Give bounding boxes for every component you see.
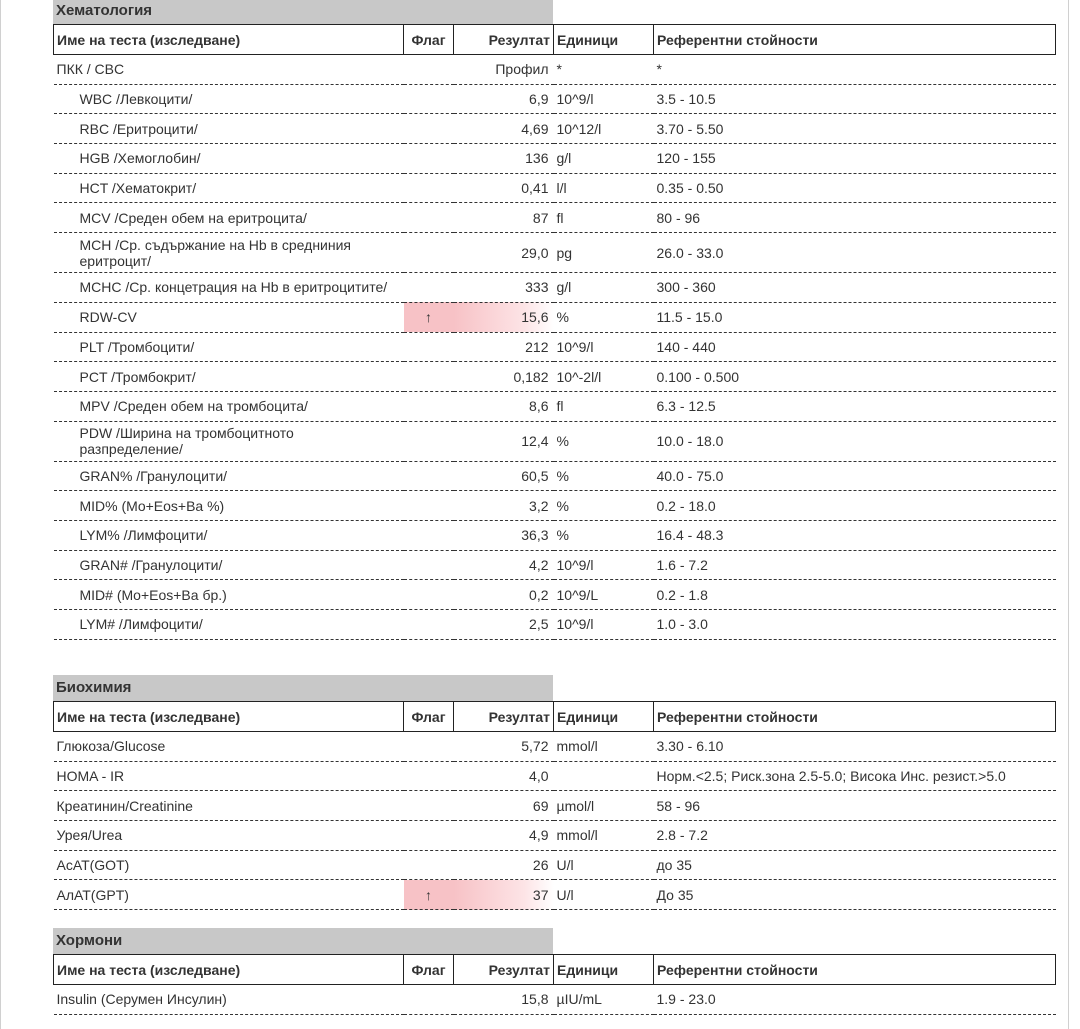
reference-range: 6.3 - 12.5	[654, 391, 1056, 421]
unit-value: fl	[554, 203, 654, 233]
flag-cell	[404, 761, 454, 791]
unit-value: %	[554, 520, 654, 550]
result-value: 0,182	[454, 362, 554, 392]
test-name: GRAN# /Гранулоцити/	[54, 550, 404, 580]
result-value: 15,8	[454, 985, 554, 1015]
test-name: PCT /Тромбокрит/	[54, 362, 404, 392]
reference-range: 140 - 440	[654, 332, 1056, 362]
unit-value: mmol/l	[554, 732, 654, 762]
test-name: PDW /Ширина на тромбоцитното разпределение/	[54, 421, 404, 461]
result-value: 36,3	[454, 520, 554, 550]
test-name: WBC /Левкоцити/	[54, 84, 404, 114]
right-border	[1068, 0, 1069, 1029]
column-header-units: Единици	[554, 702, 654, 732]
unit-value: g/l	[554, 144, 654, 174]
table-row	[54, 880, 1056, 910]
reference-range: 58 - 96	[654, 791, 1056, 821]
reference-range: *	[654, 55, 1056, 85]
table-row	[54, 791, 1056, 821]
result-value: 212	[454, 332, 554, 362]
result-value: 60,5	[454, 461, 554, 491]
result-value: 6,9	[454, 84, 554, 114]
unit-value: l/l	[554, 173, 654, 203]
unit-value: %	[554, 421, 654, 461]
table-row	[54, 273, 1056, 303]
reference-range: 0.2 - 1.8	[654, 580, 1056, 610]
flag-cell	[404, 362, 454, 392]
column-header-name: Име на теста (изследване)	[54, 25, 404, 55]
unit-value: 10^12/l	[554, 114, 654, 144]
flag-cell	[404, 985, 454, 1015]
unit-value: mmol/l	[554, 821, 654, 851]
unit-value: U/l	[554, 850, 654, 880]
reference-range: 3.30 - 6.10	[654, 732, 1056, 762]
table-row	[54, 114, 1056, 144]
result-value: 4,69	[454, 114, 554, 144]
test-name: Креатинин/Creatinine	[54, 791, 404, 821]
column-header-result: Резултат	[454, 955, 554, 985]
column-header-name: Име на теста (изследване)	[54, 702, 404, 732]
reference-range: 300 - 360	[654, 273, 1056, 303]
column-header-result: Резултат	[454, 702, 554, 732]
test-name: Глюкоза/Glucose	[54, 732, 404, 762]
result-value: 69	[454, 791, 554, 821]
column-header-reference: Референтни стойности	[654, 25, 1056, 55]
test-name: LYM% /Лимфоцити/	[54, 520, 404, 550]
results-table	[53, 954, 1056, 1015]
result-value: 0,41	[454, 173, 554, 203]
table-row	[54, 985, 1056, 1015]
column-header-flag: Флаг	[404, 955, 454, 985]
result-value: 4,0	[454, 761, 554, 791]
flag-cell	[404, 173, 454, 203]
test-name: АлАТ(GPT)	[54, 880, 404, 910]
reference-range: 26.0 - 33.0	[654, 233, 1056, 273]
header-row	[54, 702, 1056, 732]
reference-range: 2.8 - 7.2	[654, 821, 1056, 851]
table-row	[54, 233, 1056, 273]
section-hormones	[53, 928, 1055, 1015]
flag-cell	[404, 391, 454, 421]
unit-value: 10^9/l	[554, 84, 654, 114]
reference-range: До 35	[654, 880, 1056, 910]
result-value: 12,4	[454, 421, 554, 461]
flag-cell	[404, 550, 454, 580]
unit-value: 10^9/L	[554, 580, 654, 610]
test-name: MCH /Ср. съдържание на Hb в средниния еритроцит/	[54, 233, 404, 273]
table-row	[54, 821, 1056, 851]
flag-high-icon: ↑	[404, 880, 454, 910]
result-value: 0,2	[454, 580, 554, 610]
results-table	[53, 701, 1056, 910]
column-header-result: Резултат	[454, 25, 554, 55]
unit-value: %	[554, 302, 654, 332]
unit-value: 10^9/l	[554, 610, 654, 640]
test-name: MCV /Среден обем на еритроцита/	[54, 203, 404, 233]
column-header-reference: Референтни стойности	[654, 702, 1056, 732]
unit-value: fl	[554, 391, 654, 421]
table-row	[54, 550, 1056, 580]
test-name: RBC /Еритроцити/	[54, 114, 404, 144]
flag-cell	[404, 84, 454, 114]
test-name: RDW-CV	[54, 302, 404, 332]
result-value: 26	[454, 850, 554, 880]
flag-cell	[404, 610, 454, 640]
result-value: 4,9	[454, 821, 554, 851]
flag-cell	[404, 332, 454, 362]
test-name: HOMA - IR	[54, 761, 404, 791]
test-name: MID% (Mo+Eos+Ba %)	[54, 491, 404, 521]
result-value: 29,0	[454, 233, 554, 273]
unit-value: 10^9/l	[554, 550, 654, 580]
test-name: АсАТ(GOT)	[54, 850, 404, 880]
table-row	[54, 332, 1056, 362]
unit-value: 10^-2l/l	[554, 362, 654, 392]
table-row	[54, 55, 1056, 85]
result-value: Профил	[454, 55, 554, 85]
unit-value: *	[554, 55, 654, 85]
flag-cell	[404, 114, 454, 144]
result-value: 15,6	[454, 302, 554, 332]
unit-value: %	[554, 461, 654, 491]
section-hematology	[53, 0, 1055, 640]
reference-range: 120 - 155	[654, 144, 1056, 174]
flag-high-icon: ↑	[404, 302, 454, 332]
unit-value: g/l	[554, 273, 654, 303]
unit-value	[554, 761, 654, 791]
result-value: 2,5	[454, 610, 554, 640]
test-name: PLT /Тромбоцити/	[54, 332, 404, 362]
test-name: LYM# /Лимфоцити/	[54, 610, 404, 640]
table-row	[54, 203, 1056, 233]
table-row	[54, 491, 1056, 521]
result-value: 136	[454, 144, 554, 174]
result-value: 333	[454, 273, 554, 303]
flag-cell	[404, 421, 454, 461]
reference-range: 10.0 - 18.0	[654, 421, 1056, 461]
unit-value: pg	[554, 233, 654, 273]
flag-cell	[404, 732, 454, 762]
reference-range: 0.35 - 0.50	[654, 173, 1056, 203]
flag-cell	[404, 580, 454, 610]
test-name: HCT /Хематокрит/	[54, 173, 404, 203]
test-name: Insulin (Серумен Инсулин)	[54, 985, 404, 1015]
table-row	[54, 761, 1056, 791]
column-header-flag: Флаг	[404, 702, 454, 732]
flag-cell	[404, 273, 454, 303]
flag-cell	[404, 491, 454, 521]
table-row	[54, 362, 1056, 392]
reference-range: 80 - 96	[654, 203, 1056, 233]
column-header-reference: Референтни стойности	[654, 955, 1056, 985]
reference-range: 1.0 - 3.0	[654, 610, 1056, 640]
table-row	[54, 173, 1056, 203]
flag-cell	[404, 461, 454, 491]
test-name: ПКК / CBC	[54, 55, 404, 85]
result-value: 3,2	[454, 491, 554, 521]
section-title: Хормони	[53, 928, 553, 954]
reference-range: Норм.<2.5; Риск.зона 2.5-5.0; Висока Инс. резист.>5.0	[654, 761, 1056, 791]
reference-range: 1.9 - 23.0	[654, 985, 1056, 1015]
table-row	[54, 610, 1056, 640]
test-name: MID# (Mo+Eos+Ba бр.)	[54, 580, 404, 610]
reference-range: 16.4 - 48.3	[654, 520, 1056, 550]
table-row	[54, 84, 1056, 114]
section-title: Хематология	[53, 0, 553, 24]
reference-range: 40.0 - 75.0	[654, 461, 1056, 491]
section-biochemistry	[53, 675, 1055, 910]
unit-value: U/l	[554, 880, 654, 910]
flag-cell	[404, 520, 454, 550]
test-name: HGB /Хемоглобин/	[54, 144, 404, 174]
flag-cell	[404, 233, 454, 273]
unit-value: µIU/mL	[554, 985, 654, 1015]
table-row	[54, 391, 1056, 421]
result-value: 87	[454, 203, 554, 233]
unit-value: 10^9/l	[554, 332, 654, 362]
result-value: 37	[454, 880, 554, 910]
flag-cell	[404, 55, 454, 85]
table-row	[54, 580, 1056, 610]
test-name: Урея/Urea	[54, 821, 404, 851]
table-row	[54, 520, 1056, 550]
flag-cell	[404, 821, 454, 851]
reference-range: 3.70 - 5.50	[654, 114, 1056, 144]
flag-cell	[404, 791, 454, 821]
test-name: GRAN% /Гранулоцити/	[54, 461, 404, 491]
column-header-name: Име на теста (изследване)	[54, 955, 404, 985]
header-row	[54, 25, 1056, 55]
table-row	[54, 850, 1056, 880]
section-title: Биохимия	[53, 675, 553, 701]
column-header-units: Единици	[554, 25, 654, 55]
result-value: 5,72	[454, 732, 554, 762]
unit-value: %	[554, 491, 654, 521]
reference-range: 0.100 - 0.500	[654, 362, 1056, 392]
reference-range: 1.6 - 7.2	[654, 550, 1056, 580]
flag-cell	[404, 144, 454, 174]
column-header-flag: Флаг	[404, 25, 454, 55]
test-name: MPV /Среден обем на тромбоцита/	[54, 391, 404, 421]
table-row	[54, 732, 1056, 762]
table-row	[54, 421, 1056, 461]
test-name: MCHC /Ср. концетрация на Hb в еритроцитите/	[54, 273, 404, 303]
flag-cell	[404, 850, 454, 880]
table-row	[54, 144, 1056, 174]
reference-range: до 35	[654, 850, 1056, 880]
reference-range: 0.2 - 18.0	[654, 491, 1056, 521]
results-table	[53, 24, 1056, 640]
left-border	[0, 0, 1, 1029]
table-row	[54, 302, 1056, 332]
table-row	[54, 461, 1056, 491]
result-value: 4,2	[454, 550, 554, 580]
reference-range: 3.5 - 10.5	[654, 84, 1056, 114]
reference-range: 11.5 - 15.0	[654, 302, 1056, 332]
unit-value: µmol/l	[554, 791, 654, 821]
flag-cell	[404, 203, 454, 233]
header-row	[54, 955, 1056, 985]
column-header-units: Единици	[554, 955, 654, 985]
result-value: 8,6	[454, 391, 554, 421]
